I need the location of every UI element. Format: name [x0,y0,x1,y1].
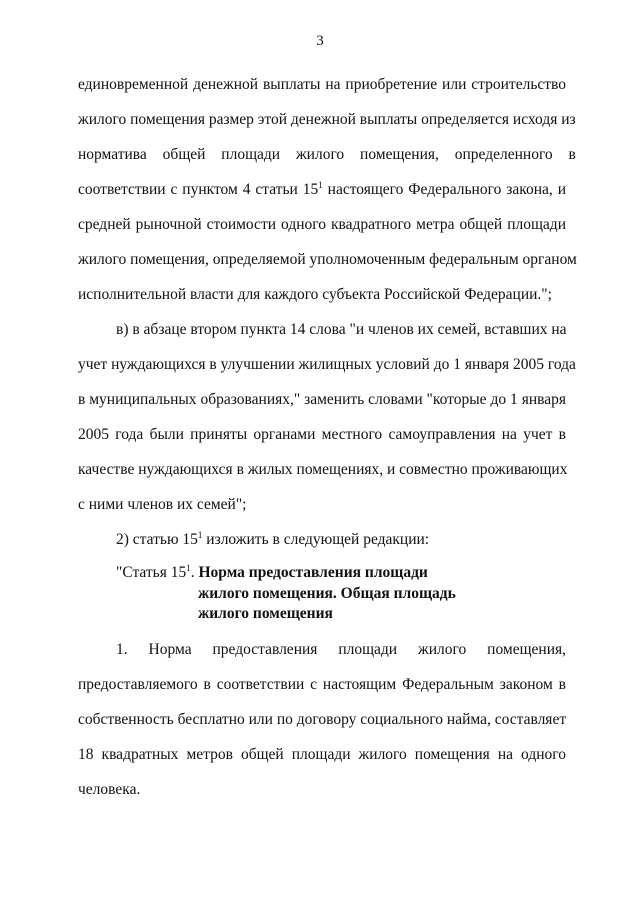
article-heading-title-line-3: жилого помещения [198,605,333,622]
paragraph-1-line-4 [78,180,566,200]
paragraph-2-line-6: с ними членов их семей"; [78,496,247,513]
paragraph-1-line-2: жилого помещения размер этой денежной выплаты определяется исходя из [78,111,576,128]
paragraph-3-part-a: 2) статью 15 [116,531,198,548]
superscript-1: 1 [197,530,203,540]
paragraph-1-line-4-part-a: соответствии с пунктом 4 статьи 15 [78,181,319,198]
paragraph-1-line-5: средней рыночной стоимости одного квадратного метра общей площади [78,216,566,233]
paragraph-1-line-1: единовременной денежной выплаты на приобретение или строительство [78,76,566,93]
paragraph-2-line-2: учет нуждающихся в улучшении жилищных условий до 1 января 2005 года [78,356,576,373]
page-number: 3 [316,33,324,49]
paragraph-2-line-4: 2005 года были приняты органами местного самоуправления на учет в [78,426,566,443]
paragraph-1-line-3: норматива общей площади жилого помещения, определенного в [78,146,576,163]
paragraph-2-line-5: качестве нуждающихся в жилых помещениях, и совместно проживающих [78,461,568,478]
paragraph-1-line-7: исполнительной власти для каждого субъекта Российской Федерации."; [78,286,552,303]
article-heading-prefix: "Статья 15 [116,564,187,581]
article-heading-title-line-2: жилого помещения. Общая площадь [198,585,456,602]
superscript-1: 1 [186,563,191,573]
paragraph-4-line-1: 1. Норма предоставления площади жилого помещения, [116,641,566,658]
paragraph-4-line-4: 18 квадратных метров общей площади жилого помещения на одного [78,746,566,763]
paragraph-4-line-2: предоставляемого в соответствии с настоящим Федеральным законом в [78,676,566,693]
paragraph-1-line-6: жилого помещения, определяемой уполномоченным федеральным органом [78,251,577,268]
paragraph-1-line-4-part-b: настоящего Федерального закона, и [322,181,566,198]
superscript-1: 1 [318,180,323,190]
article-heading-title-line-1: Норма предоставления площади [198,564,428,581]
paragraph-4-line-5: человека. [78,781,141,798]
paragraph-4-line-3: собственность бесплатно или по договору социального найма, составляет [78,711,567,728]
paragraph-3 [116,530,604,550]
article-heading [116,563,604,583]
paragraph-2-line-1: в) в абзаце втором пункта 14 слова "и членов их семей, вставших на [116,321,567,338]
paragraph-2-line-3: в муниципальных образованиях," заменить словами "которые до 1 января [78,391,566,408]
paragraph-3-part-b: изложить в следующей редакции: [202,531,430,548]
article-heading-dot: . [190,564,199,581]
